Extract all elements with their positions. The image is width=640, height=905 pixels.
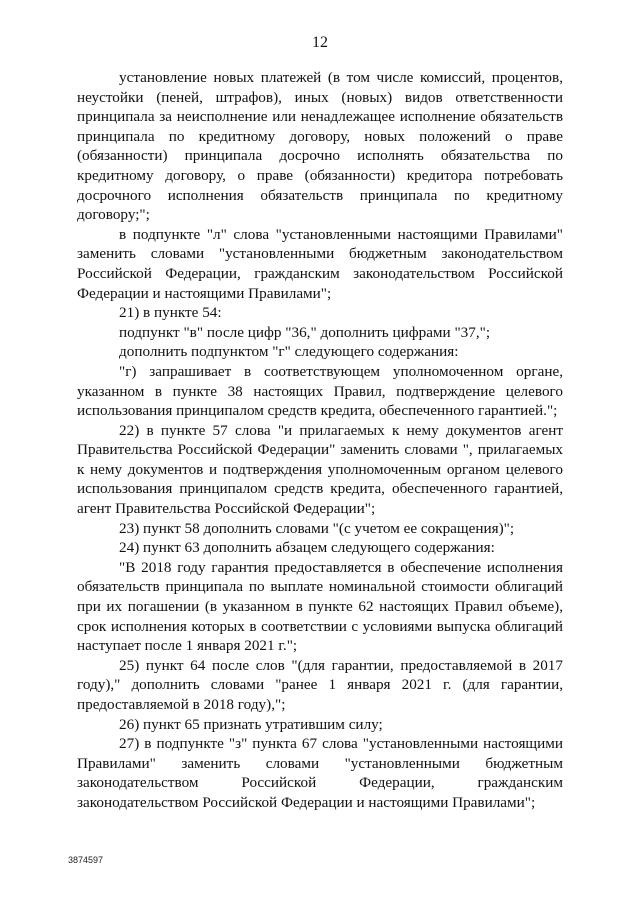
paragraph: дополнить подпунктом "г" следующего содержания: <box>119 343 459 361</box>
paragraph: 24) пункт 63 дополнить абзацем следующего содержания: <box>119 539 495 557</box>
paragraph: "В 2018 году гарантия предоставляется в обеспечение исполнения обязательств принципала по выплате номинальной стоимости облигаций при их погашении (в указанном в пункте 62 настоящих Правил объеме), срок исполнения которых в соответствии с условиями выпуска облигаций наступает после 1 января 2021 г."; <box>77 558 563 655</box>
paragraph: подпункт "в" после цифр "36," дополнить цифрами "37,"; <box>119 323 491 341</box>
paragraph: 21) в пункте 54: <box>119 304 222 322</box>
paragraph: в подпункте "л" слова "установленными настоящими Правилами" заменить словами "установленными бюджетным законодательством Российской Федерации, гражданским законодательством Российской Федерации и настоящими Правилами"; <box>77 225 563 302</box>
paragraph: установление новых платежей (в том числе комиссий, процентов, неустойки (пеней, штрафов), иных (новых) видов ответственности принципала за неисполнение или ненадлежащее исполнение обязательств принципала по кредитному договору, новых положений о праве (обязанности) принципала досрочно исполнять обязательства по кредитному договору, о праве (обязанности) кредитора потребовать досрочного исполнения обязательств принципала по кредитному договору;"; <box>77 69 563 224</box>
paragraph: 26) пункт 65 признать утратившим силу; <box>119 715 383 733</box>
document-body <box>77 68 563 813</box>
paragraph: 25) пункт 64 после слов "(для гарантии, предоставляемой в 2017 году)," дополнить словами "ранее 1 января 2021 г. (для гарантии, предоставляемой в 2018 году),"; <box>77 656 563 713</box>
document-code: 3874597 <box>68 855 104 865</box>
paragraph: 27) в подпункте "з" пункта 67 слова "установленными настоящими Правилами" заменить словами "установленными бюджетным законодательством Российской Федерации, гражданским законодательством Российской Федерации и настоящими Правилами"; <box>77 735 563 811</box>
paragraph: 22) в пункте 57 слова "и прилагаемых к нему документов агент Правительства Российской Федерации" заменить словами ", прилагаемых к нему документов и подтверждения уполномоченным органом целевого использования принципалом средств кредита, обеспеченного гарантией, агент Правительства Российской Федерации"; <box>77 421 563 518</box>
paragraph: 23) пункт 58 дополнить словами "(с учетом ее сокращения)"; <box>119 519 515 537</box>
page-number: 12 <box>312 34 328 51</box>
paragraph: "г) запрашивает в соответствующем уполномоченном органе, указанном в пункте 38 настоящих Правил, подтверждение целевого использования принципалом средств кредита, обеспеченного гарантией."; <box>77 362 563 420</box>
